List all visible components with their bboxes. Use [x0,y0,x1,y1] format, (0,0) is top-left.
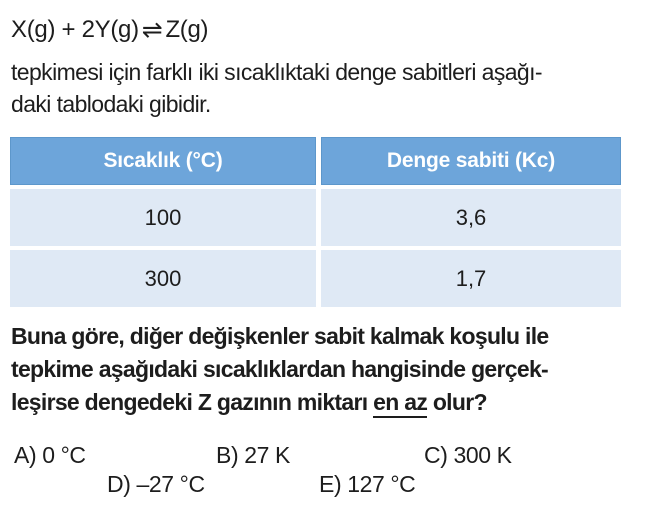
prompt-line-3-text: leşirse dengedeki Z gazının miktarı [11,389,374,415]
option-b-label: B) [216,442,239,468]
question-prompt [11,320,549,419]
table-cell-kc-row1: 3,6 [321,189,621,246]
option-d-value: –27 °C [136,471,205,497]
prompt-line-1: Buna göre, diğer değişkenler sabit kalmak koşulu ile [11,323,549,349]
prompt-line-3 [11,386,549,419]
option-d-label: D) [107,471,131,497]
option-b-value: 27 K [244,442,290,468]
table-header-temperature: Sıcaklık (°C) [10,137,316,185]
table-cell-kc-row2: 1,7 [321,250,621,307]
intro-line-1: tepkimesi için farklı iki sıcaklıktaki denge sabitleri aşağı- [11,59,542,85]
table-header-kc: Denge sabiti (Kc) [321,137,621,185]
equilibrium-constants-table [10,137,621,307]
equation-reactants: X(g) + 2Y(g) [11,16,139,43]
option-e[interactable] [319,471,415,498]
option-a-value: 0 °C [42,442,86,468]
option-a-label: A) [14,442,37,468]
option-a[interactable] [14,442,86,469]
table-cell-temp-row2: 300 [10,250,316,307]
option-d[interactable] [107,471,205,498]
equation-product: Z(g) [165,16,209,43]
option-c-label: C) [424,442,448,468]
option-e-label: E) [319,471,342,497]
intro-text [11,56,542,120]
chemical-equation [11,14,208,44]
option-c-value: 300 K [453,442,512,468]
option-c[interactable] [424,442,512,469]
emphasis-underlined-text: en az [373,389,427,418]
table-cell-temp-row1: 100 [10,189,316,246]
intro-line-2: daki tablodaki gibidir. [11,91,211,117]
equilibrium-arrow-icon: ⇌ [141,15,163,44]
option-b[interactable] [216,442,290,469]
prompt-line-3-tail: olur? [427,389,487,415]
option-e-value: 127 °C [347,471,416,497]
prompt-line-2: tepkime aşağıdaki sıcaklıklardan hangisinde gerçek- [11,356,548,382]
